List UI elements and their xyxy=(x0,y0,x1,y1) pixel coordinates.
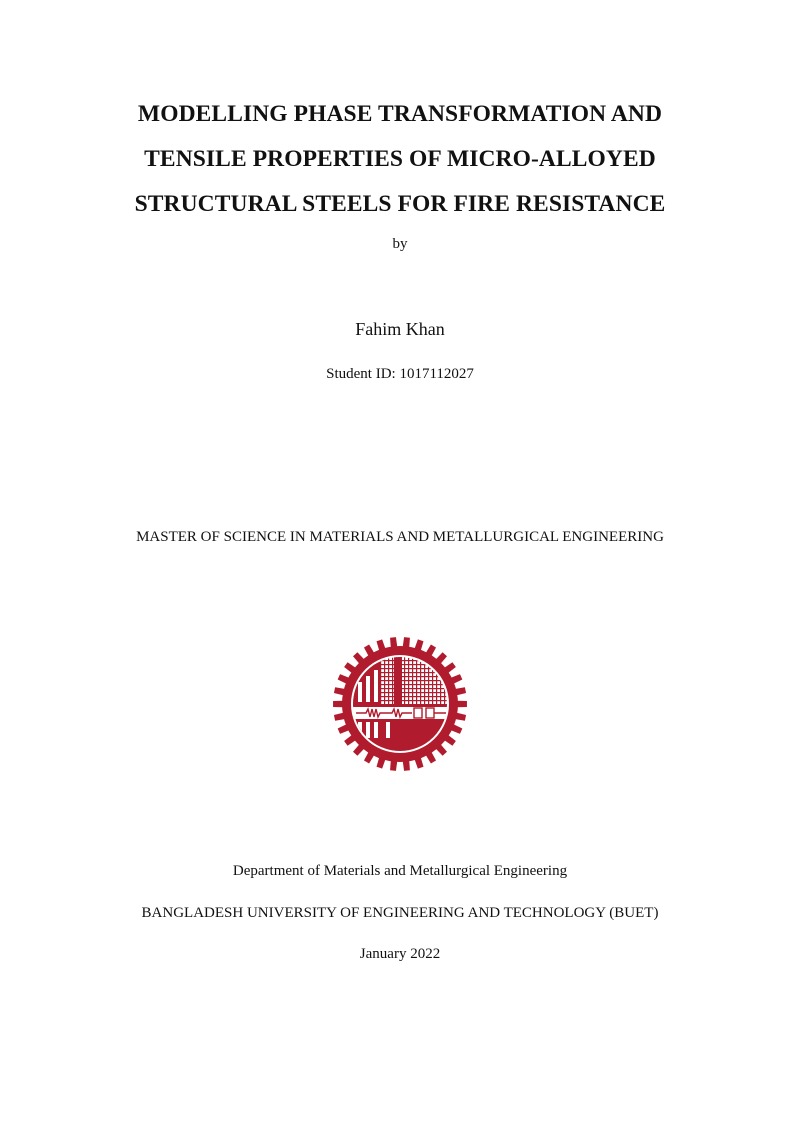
degree-name: MASTER OF SCIENCE IN MATERIALS AND METALLURGICAL ENGINEERING xyxy=(136,529,664,545)
thesis-title xyxy=(60,92,740,227)
author-name: Fahim Khan xyxy=(355,319,445,339)
title-line-3: STRUCTURAL STEELS FOR FIRE RESISTANCE xyxy=(134,191,666,217)
student-id: Student ID: 1017112027 xyxy=(326,366,474,382)
buet-gear-logo-icon xyxy=(332,636,468,772)
by-label: by xyxy=(392,236,408,252)
title-line-2: TENSILE PROPERTIES OF MICRO-ALLOYED xyxy=(144,146,656,172)
submission-date: January 2022 xyxy=(359,946,441,962)
title-line-1: MODELLING PHASE TRANSFORMATION AND xyxy=(137,101,663,127)
university-name: BANGLADESH UNIVERSITY OF ENGINEERING AND TECHNOLOGY (BUET) xyxy=(141,905,659,921)
department-name: Department of Materials and Metallurgical Engineering xyxy=(232,863,568,879)
